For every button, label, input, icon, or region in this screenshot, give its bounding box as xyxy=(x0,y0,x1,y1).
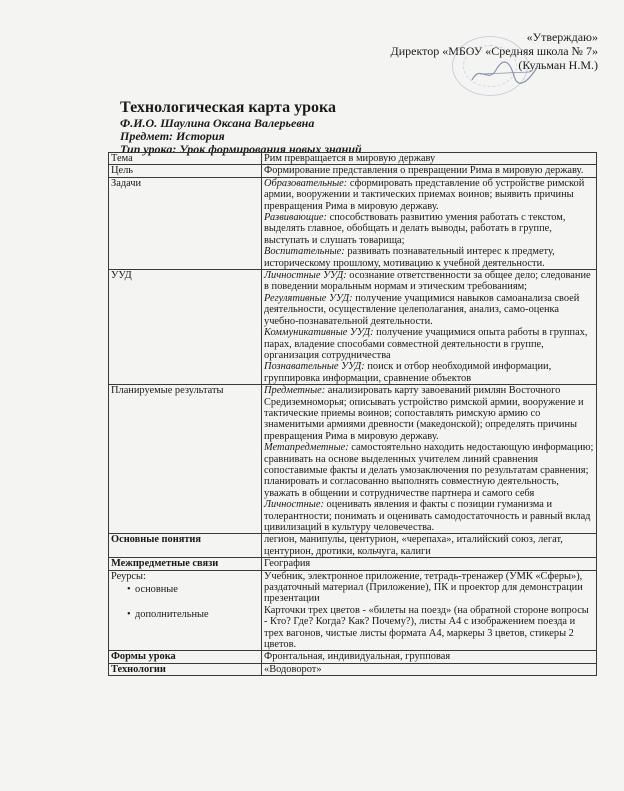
table-row xyxy=(109,153,597,165)
tasks-edu-text: сформировать представление об устройстве римской армии, вооружении и тактических приемах воинов; выявить причины превращения Рима в мировую державу. xyxy=(264,177,585,212)
table-row xyxy=(109,165,597,177)
resources-label: Реурсы: xyxy=(111,570,146,582)
interdisc-label: Межпредметные связи xyxy=(109,558,262,570)
tasks-dev-label: Развивающие: xyxy=(264,212,327,224)
teacher-name: Ф.И.О. Шаулина Оксана Валерьевна xyxy=(120,116,315,130)
results-pers-label: Личностные: xyxy=(264,499,324,511)
topic-label: Тема xyxy=(109,153,262,165)
results-meta-label: Метапредметные: xyxy=(264,442,349,454)
table-row xyxy=(109,558,597,570)
table-row xyxy=(109,270,597,385)
page-title: Технологическая карта урока xyxy=(120,99,336,116)
tech-label: Технологии xyxy=(109,663,262,675)
tasks-vos-text: развивать познавательный интерес к предмету, историческому прошлому, мотивацию к учебной деятельности. xyxy=(264,246,555,269)
tasks-label: Задачи xyxy=(109,177,262,269)
lesson-type: Тип урока: Урок формирования новых знаний xyxy=(120,142,362,156)
table-row xyxy=(109,651,597,663)
table-row xyxy=(109,663,597,675)
resources-label-cell xyxy=(109,570,262,651)
resources-main-text: Учебник, электронное приложение, тетрадь-тренажер (УМК «Сферы»), раздаточный материал (Приложение), ПК и проектор для демонстрации презентации xyxy=(264,570,583,605)
uud-pers-label: Личностные УУД: xyxy=(264,270,347,282)
forms-label: Формы урока xyxy=(109,651,262,663)
forms-value: Фронтальная, индивидуальная, групповая xyxy=(262,651,597,663)
approval-line-3: (Кульман Н.М.) xyxy=(518,58,598,72)
results-pers-text: оценивать явления и факты с позиции гуманизма и толерантности; понимать и оценивать самодостаточность и равный вклад цивилизаций в культуру человечества. xyxy=(264,499,591,533)
uud-cog-text: поиск и отбор необходимой информации, группировка информации, сравнение объектов xyxy=(264,361,552,384)
resources-main-label: • основные xyxy=(111,584,259,595)
table-row xyxy=(109,534,597,558)
resources-value xyxy=(262,570,597,651)
director-signature xyxy=(470,60,540,86)
goal-label: Цель xyxy=(109,165,262,177)
document-header xyxy=(120,98,362,156)
results-meta-text: самостоятельно находить недостающую информацию; сравнивать на основе выделенных учителем линий сравнения сопоставимые факты и делать умозаключения по результатам сравнения; планировать и согласованно выполнять совместную деятельность, уважать в общении и сотрудничестве партнера и самого себя xyxy=(264,442,594,499)
uud-reg-text: получение учащимися навыков самоанализа своей деятельности, осуществление целеполагания, анализ, само-оценка учебно-познавательной деятельности. xyxy=(264,292,580,327)
tasks-edu-label: Образовательные: xyxy=(264,177,348,189)
tech-value: «Водоворот» xyxy=(262,663,597,675)
resources-extra-text: Карточки трех цветов - «билеты на поезд» (на обратной стороне вопросы - Кто? Где? Когда? Как? Почему?), листы А4 с изображением поезда и трех вагонов, чистые листы формата А4, маркеры 3 цветов, стикеры 2 цветов. xyxy=(264,604,589,651)
tasks-value xyxy=(262,177,597,269)
uud-pers-text: осознание ответственности за общее дело; следование в поведении моральным нормам и этическим требованиям; xyxy=(264,270,591,293)
results-label: Планируемые результаты xyxy=(109,385,262,534)
approval-line-2: Директор «МБОУ «Средняя школа № 7» xyxy=(390,44,598,58)
table-row xyxy=(109,177,597,269)
tasks-vos-label: Воспитательные: xyxy=(264,246,345,258)
table-row xyxy=(109,570,597,651)
lesson-card-table xyxy=(108,152,597,676)
uud-comm-label: Коммуникативные УУД: xyxy=(264,327,374,339)
uud-value xyxy=(262,270,597,385)
resources-extra-label: • дополнительные xyxy=(111,609,259,620)
goal-value: Формирование представления о превращении Рима в мировую державу. xyxy=(262,165,597,177)
results-subj-text: анализировать карту завоеваний римлян Восточного Средиземноморья; описывать устройство римской армии, вооружение и тактические приемы воинов; сопоставлять римскую армию со знаменитыми армиями древности (македонской); определять причины превращения Рима в мировую державу. xyxy=(264,385,584,442)
uud-cog-label: Познавательные УУД: xyxy=(264,361,365,373)
concepts-label: Основные понятия xyxy=(109,534,262,558)
subject-line: Предмет: История xyxy=(120,129,225,143)
topic-value: Рим превращается в мировую державу xyxy=(262,153,597,165)
approval-line-1: «Утверждаю» xyxy=(526,30,598,44)
uud-comm-text: получение учащимися опыта работы в группах, парах, владение способами совместной деятельности в группе, организация сотрудничества xyxy=(264,327,588,361)
interdisc-value: География xyxy=(262,558,597,570)
uud-label: УУД xyxy=(109,270,262,385)
table-row xyxy=(109,385,597,534)
uud-reg-label: Регулятивные УУД: xyxy=(264,292,353,304)
concepts-value: легион, манипулы, центурион, «черепаха», италийский союз, легат, центурион, дротики, кольчуга, калиги xyxy=(262,534,597,558)
results-subj-label: Предметные: xyxy=(264,385,326,397)
results-value xyxy=(262,385,597,534)
tasks-dev-text: способствовать развитию умения работать с текстом, выделять главное, обобщать и делать выводы, работать в группе, выступать и слушать товарища; xyxy=(264,212,566,246)
